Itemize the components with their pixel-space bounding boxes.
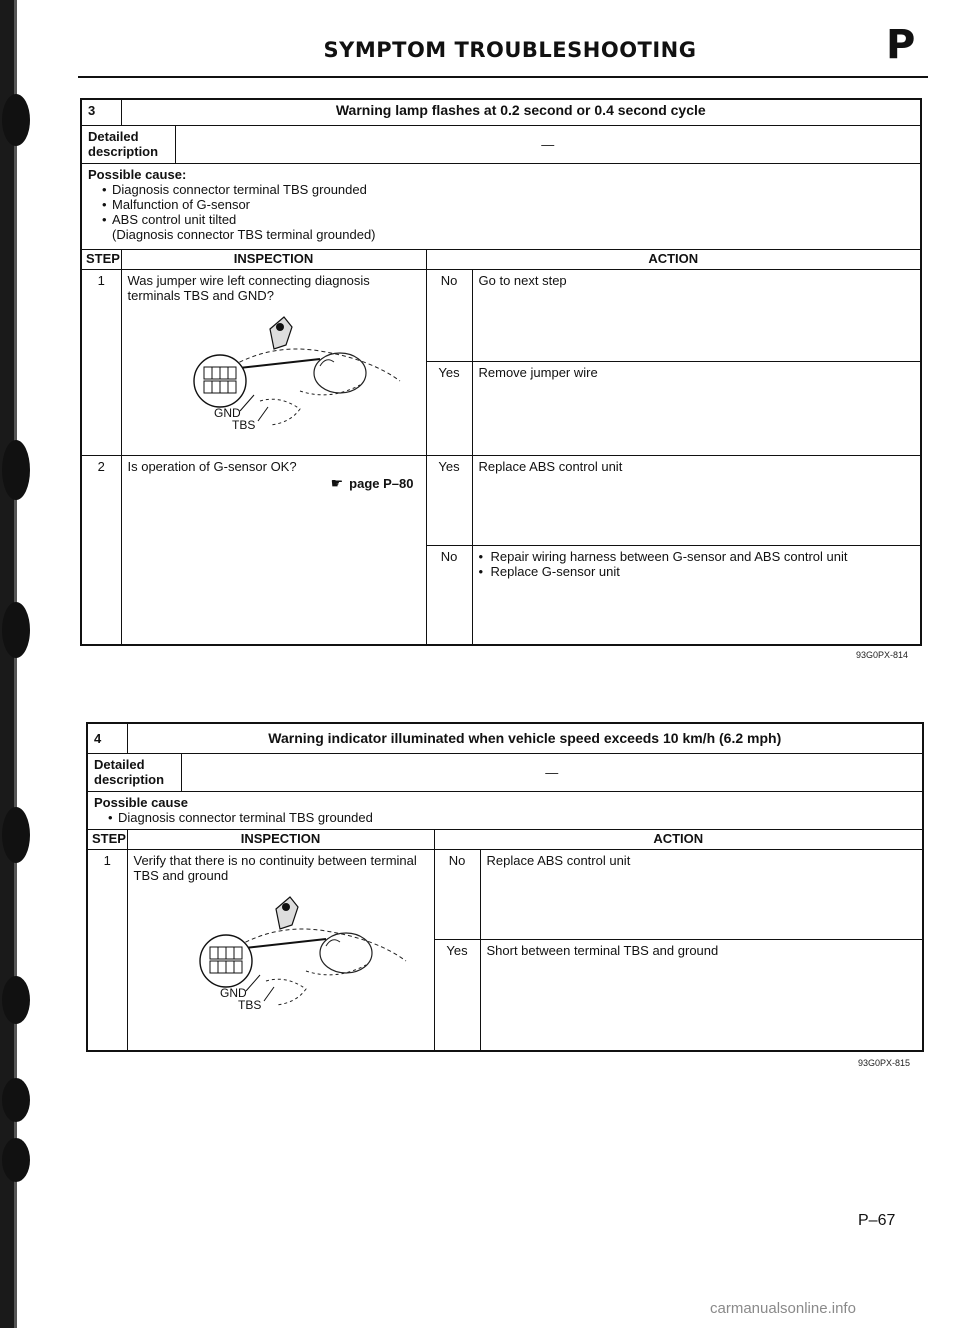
binding-edge	[0, 0, 40, 1328]
connector-diagram	[170, 311, 410, 431]
procedure-table-4	[86, 722, 924, 1052]
result-label: Yes	[426, 361, 472, 455]
diagram-label-gnd: GND	[213, 405, 241, 420]
watermark: carmanualsonline.info	[710, 1300, 856, 1317]
possible-cause-item: • ABS control unit tilted	[102, 212, 914, 227]
column-header-action: ACTION	[434, 829, 923, 849]
page-number: P–67	[858, 1212, 896, 1229]
diagram-label-gnd: GND	[219, 985, 247, 1000]
detailed-description-label: Detailed description	[81, 125, 175, 163]
step-number: 2	[81, 455, 121, 645]
action-text: Remove jumper wire	[472, 361, 921, 455]
detailed-description-label: Detailed description	[87, 753, 181, 791]
pointing-hand-icon: ☛	[330, 474, 344, 491]
action-cell	[472, 545, 921, 645]
action-text: Short between terminal TBS and ground	[480, 939, 923, 1051]
step-inspection	[127, 849, 434, 1051]
step-inspection	[121, 455, 426, 645]
diagram-label-tbs: TBS	[237, 997, 261, 1011]
possible-cause-item: • Malfunction of G-sensor	[102, 197, 914, 212]
inspection-text: Verify that there is no continuity between terminal TBS and ground	[133, 852, 417, 883]
result-label: No	[426, 545, 472, 645]
procedure-number: 3	[81, 99, 121, 125]
step-inspection	[121, 269, 426, 455]
result-label: No	[434, 849, 480, 939]
section-letter: P	[886, 22, 916, 68]
action-text: Replace ABS control unit	[480, 849, 923, 939]
header-rule	[78, 76, 928, 78]
detailed-description-value: —	[175, 125, 921, 163]
diagram-label-tbs: TBS	[231, 417, 255, 431]
inspection-text: Was jumper wire left connecting diagnosis terminals TBS and GND?	[127, 272, 370, 303]
possible-cause-block	[87, 791, 923, 829]
possible-cause-label: Possible cause:	[88, 166, 187, 182]
page-reference-text: page P–80	[349, 475, 414, 491]
possible-cause-note: (Diagnosis connector TBS terminal grounded)	[112, 226, 376, 242]
action-text: Replace ABS control unit	[472, 455, 921, 545]
connector-diagram	[176, 891, 416, 1011]
page-reference	[128, 476, 420, 491]
step-number: 1	[87, 849, 127, 1051]
page-header-title: SYMPTOM TROUBLESHOOTING	[323, 38, 697, 62]
possible-cause-item: • Diagnosis connector terminal TBS grounded	[108, 810, 916, 825]
possible-cause-item: • Diagnosis connector terminal TBS grounded	[102, 182, 914, 197]
procedure-title: Warning indicator illuminated when vehicle speed exceeds 10 km/h (6.2 mph)	[127, 723, 923, 753]
detailed-description-value: —	[181, 753, 923, 791]
column-header-inspection: INSPECTION	[127, 829, 434, 849]
column-header-inspection: INSPECTION	[121, 249, 426, 269]
result-label: Yes	[426, 455, 472, 545]
figure-code: 93G0PX-815	[858, 1058, 911, 1068]
procedure-title: Warning lamp flashes at 0.2 second or 0.4 second cycle	[121, 99, 921, 125]
possible-cause-block	[81, 163, 921, 249]
column-header-step: STEP	[87, 829, 127, 849]
step-number: 1	[81, 269, 121, 455]
result-label: No	[426, 269, 472, 361]
column-header-action: ACTION	[426, 249, 921, 269]
procedure-number: 4	[87, 723, 127, 753]
action-text: Go to next step	[472, 269, 921, 361]
figure-code: 93G0PX-814	[856, 650, 909, 660]
action-item: • Repair wiring harness between G-sensor and ABS control unit	[479, 549, 915, 564]
column-header-step: STEP	[81, 249, 121, 269]
possible-cause-label: Possible cause	[94, 794, 188, 810]
action-item: • Replace G-sensor unit	[479, 564, 915, 579]
inspection-text: Is operation of G-sensor OK?	[127, 458, 297, 474]
result-label: Yes	[434, 939, 480, 1051]
procedure-table-3	[80, 98, 922, 646]
